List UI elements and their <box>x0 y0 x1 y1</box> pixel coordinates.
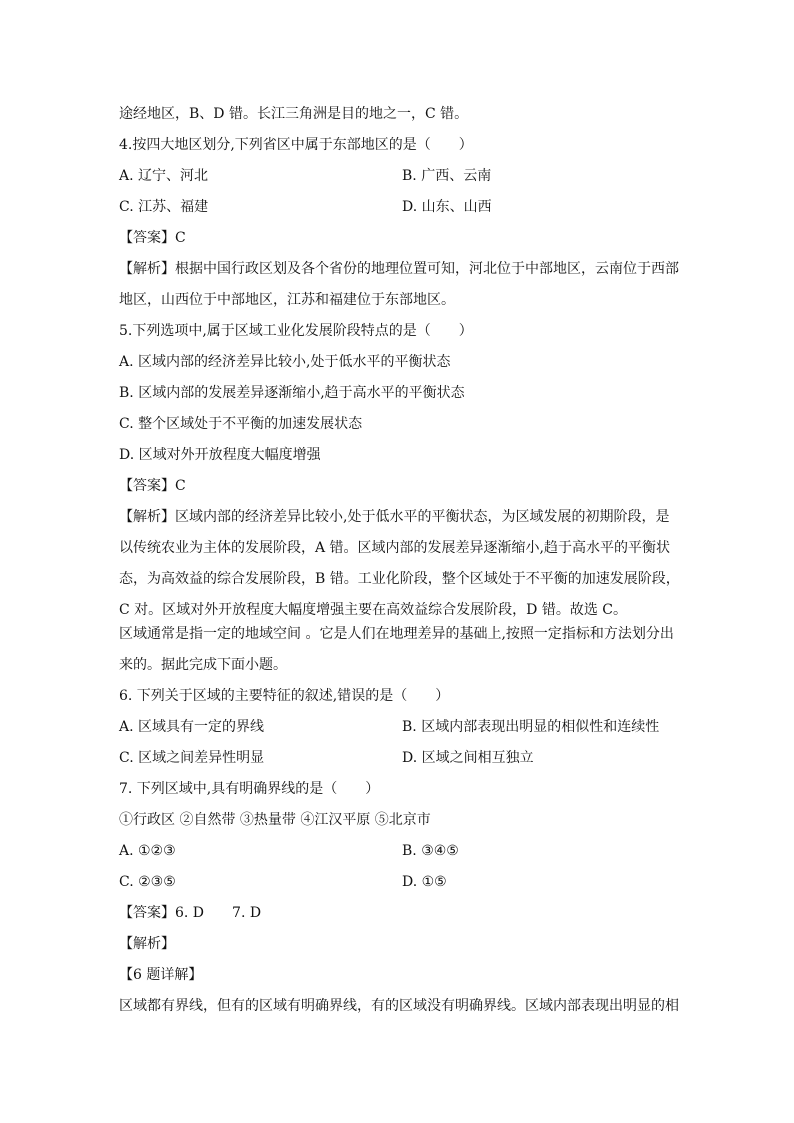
question-4-analysis: 【解析】根据中国行政区划及各个省份的地理位置可知，河北位于中部地区，云南位于西部 <box>119 261 679 277</box>
option-d: D. ①⑤ <box>402 874 447 890</box>
question-5-stem: 5.下列选项中,属于区域工业化发展阶段特点的是（ ） <box>119 323 473 339</box>
option-d: D. 区域之间相互独立 <box>402 750 534 766</box>
option-b: B. 区域内部的发展差异逐渐缩小,趋于高水平的平衡状态 <box>119 385 465 401</box>
text-line: 途经地区，B、D 错。长江三角洲是目的地之一，C 错。 <box>119 106 469 122</box>
questions-6-7-answer: 【答案】6. D 7. D <box>119 905 262 921</box>
question-4-options-row-2 <box>119 197 679 228</box>
stimulus-text: 区域通常是指一定的地域空间 。它是人们在地理差异的基础上,按照一定指标和方法划分出 <box>119 626 674 642</box>
option-c: C. 整个区域处于不平衡的加速发展状态 <box>119 416 363 432</box>
question-5-analysis: C 对。区域对外开放程度大幅度增强主要在高效益综合发展阶段，D 错。故选 C。 <box>119 602 627 618</box>
option-b: B. ③④⑤ <box>402 843 459 859</box>
question-7-options-row-1 <box>119 841 679 872</box>
question-6-stem: 6. 下列关于区域的主要特征的叙述,错误的是（ ） <box>119 688 450 704</box>
question-6-detail-heading: 【6 题详解】 <box>119 967 203 983</box>
question-5-analysis: 以传统农业为主体的发展阶段，A 错。区域内部的发展差异逐渐缩小,趋于高水平的平衡状 <box>119 540 671 556</box>
option-b: B. 广西、云南 <box>402 168 492 184</box>
question-4-answer: 【答案】C <box>119 230 186 246</box>
option-a: A. 辽宁、河北 <box>119 168 209 184</box>
option-a: A. ①②③ <box>119 843 176 859</box>
question-4-analysis: 地区，山西位于中部地区，江苏和福建位于东部地区。 <box>119 292 455 308</box>
question-7-stem: 7. 下列区域中,具有明确界线的是（ ） <box>119 781 380 797</box>
option-d: D. 区域对外开放程度大幅度增强 <box>119 447 321 463</box>
option-a: A. 区域内部的经济差异比较小,处于低水平的平衡状态 <box>119 354 451 370</box>
option-c: C. ②③⑤ <box>119 874 176 890</box>
document-page <box>119 104 679 1027</box>
stimulus-text: 来的。据此完成下面小题。 <box>119 657 287 673</box>
question-6-options-row-2 <box>119 748 679 779</box>
analysis-heading: 【解析】 <box>119 936 175 952</box>
question-6-detail-text: 区域都有界线，但有的区域有明确界线，有的区域没有明确界线。区域内部表现出明显的相 <box>119 998 679 1014</box>
question-5-answer: 【答案】C <box>119 478 186 494</box>
question-4-stem: 4.按四大地区划分,下列省区中属于东部地区的是（ ） <box>119 137 473 153</box>
option-a: A. 区域具有一定的界线 <box>119 719 265 735</box>
option-d: D. 山东、山西 <box>402 199 492 215</box>
option-c: C. 区域之间差异性明显 <box>119 750 265 766</box>
question-5-analysis: 【解析】区域内部的经济差异比较小,处于低水平的平衡状态，为区域发展的初期阶段，是 <box>119 509 670 525</box>
question-7-list: ①行政区 ②自然带 ③热量带 ④江汉平原 ⑤北京市 <box>119 812 431 828</box>
option-c: C. 江苏、福建 <box>119 199 209 215</box>
question-5-analysis: 态，为高效益的综合发展阶段，B 错。工业化阶段，整个区域处于不平衡的加速发展阶段， <box>119 571 680 587</box>
question-4-options-row-1 <box>119 166 679 197</box>
question-6-options-row-1 <box>119 717 679 748</box>
option-b: B. 区域内部表现出明显的相似性和连续性 <box>402 719 660 735</box>
question-7-options-row-2 <box>119 872 679 903</box>
